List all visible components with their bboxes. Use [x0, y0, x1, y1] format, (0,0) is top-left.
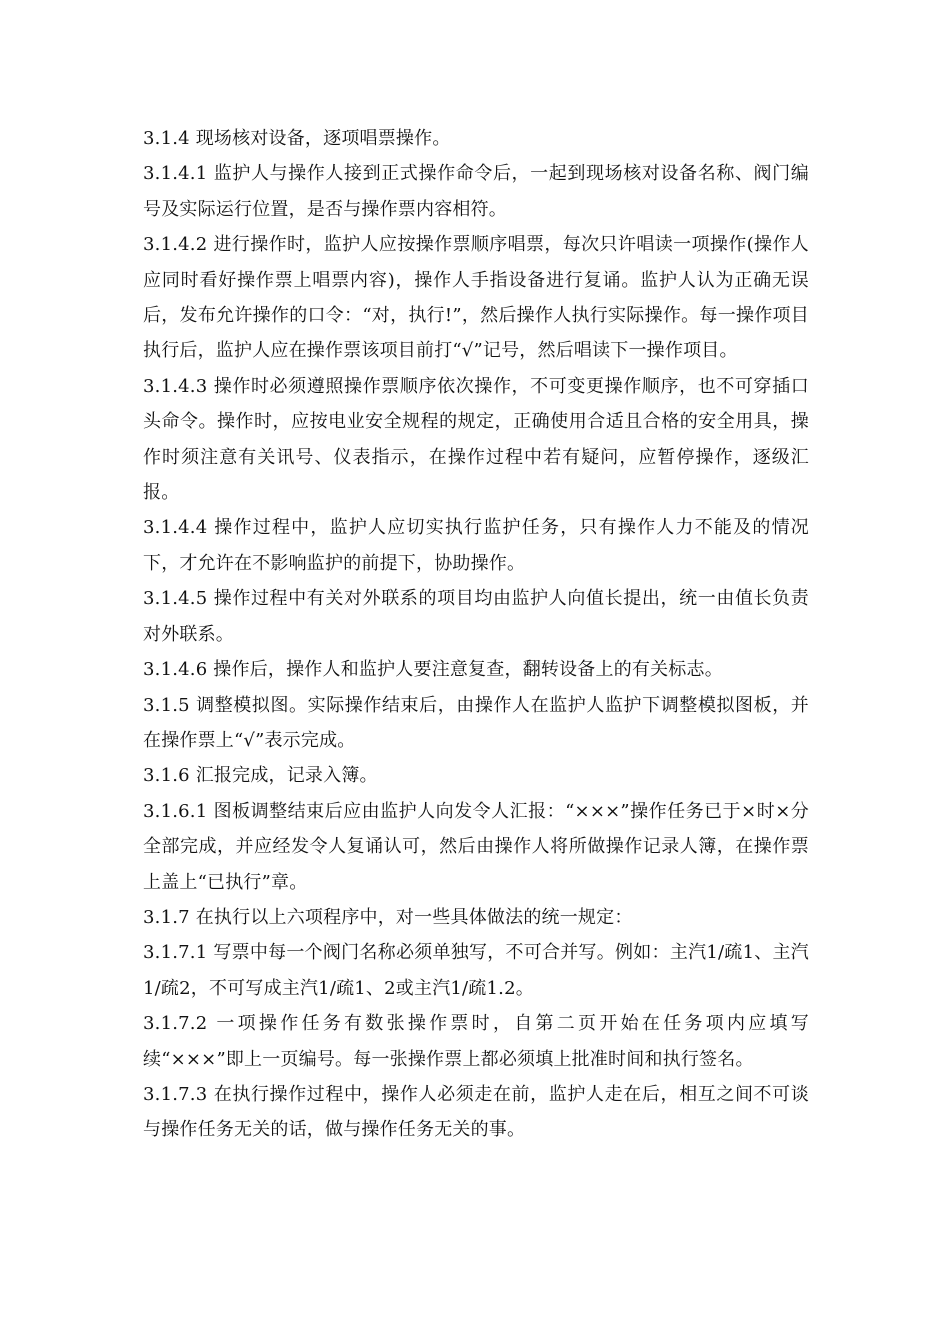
- paragraph-3-1-6-1: 3.1.6.1 图板调整结束后应由监护人向发令人汇报：“×××”操作任务已于×时×分全部完成，并应经发令人复诵认可，然后由操作人将所做操作记录人簿，在操作票上盖上“已执行”章。: [143, 800, 809, 893]
- paragraph-3-1-7: 3.1.7 在执行以上六项程序中，对一些具体做法的统一规定：: [143, 906, 633, 928]
- document-body: [143, 121, 809, 1148]
- paragraph-3-1-7-1: 3.1.7.1 写票中每一个阀门名称必须单独写，不可合并写。例如：主汽1/疏1、主汽1/疏2，不可写成主汽1/疏1、2或主汽1/疏1.2。: [143, 942, 809, 999]
- paragraph-3-1-5: 3.1.5 调整模拟图。实际操作结束后，由操作人在监护人监护下调整模拟图板，并在操作票上“√”表示完成。: [143, 694, 809, 751]
- paragraph-3-1-4-3: 3.1.4.3 操作时必须遵照操作票顺序依次操作，不可变更操作顺序，也不可穿插口头命令。操作时，应按电业安全规程的规定，正确使用合适且合格的安全用具，操作时须注意有关讯号、仪表指示，在操作过程中若有疑问，应暂停操作，逐级汇报。: [143, 375, 809, 504]
- paragraph-3-1-4-2: 3.1.4.2 进行操作时，监护人应按操作票顺序唱票，每次只许唱读一项操作(操作人应同时看好操作票上唱票内容)，操作人手指设备进行复诵。监护人认为正确无误后，发布允许操作的口令：“对，执行!”，然后操作人执行实际操作。每一操作项目执行后，监护人应在操作票该项目前打“√”记号，然后唱读下一操作项目。: [143, 234, 809, 362]
- paragraph-3-1-4: 3.1.4 现场核对设备，逐项唱票操作。: [143, 128, 451, 149]
- paragraph-3-1-7-2: 3.1.7.2 一项操作任务有数张操作票时，自第二页开始在任务项内应填写续“×××”即上一页编号。每一张操作票上都必须填上批准时间和执行签名。: [143, 1013, 809, 1070]
- paragraph-3-1-6: 3.1.6 汇报完成，记录入簿。: [143, 765, 378, 787]
- paragraph-3-1-4-4: 3.1.4.4 操作过程中，监护人应切实执行监护任务，只有操作人力不能及的情况下，才允许在不影响监护的前提下，协助操作。: [143, 517, 809, 574]
- paragraph-3-1-4-5: 3.1.4.5 操作过程中有关对外联系的项目均由监护人向值长提出，统一由值长负责对外联系。: [143, 588, 809, 645]
- paragraph-3-1-4-6: 3.1.4.6 操作后，操作人和监护人要注意复查，翻转设备上的有关标志。: [143, 659, 723, 681]
- paragraph-3-1-7-3: 3.1.7.3 在执行操作过程中，操作人必须走在前，监护人走在后，相互之间不可谈与操作任务无关的话，做与操作任务无关的事。: [143, 1083, 809, 1141]
- paragraph-3-1-4-1: 3.1.4.1 监护人与操作人接到正式操作命令后，一起到现场核对设备名称、阀门编号及实际运行位置，是否与操作票内容相符。: [143, 163, 809, 220]
